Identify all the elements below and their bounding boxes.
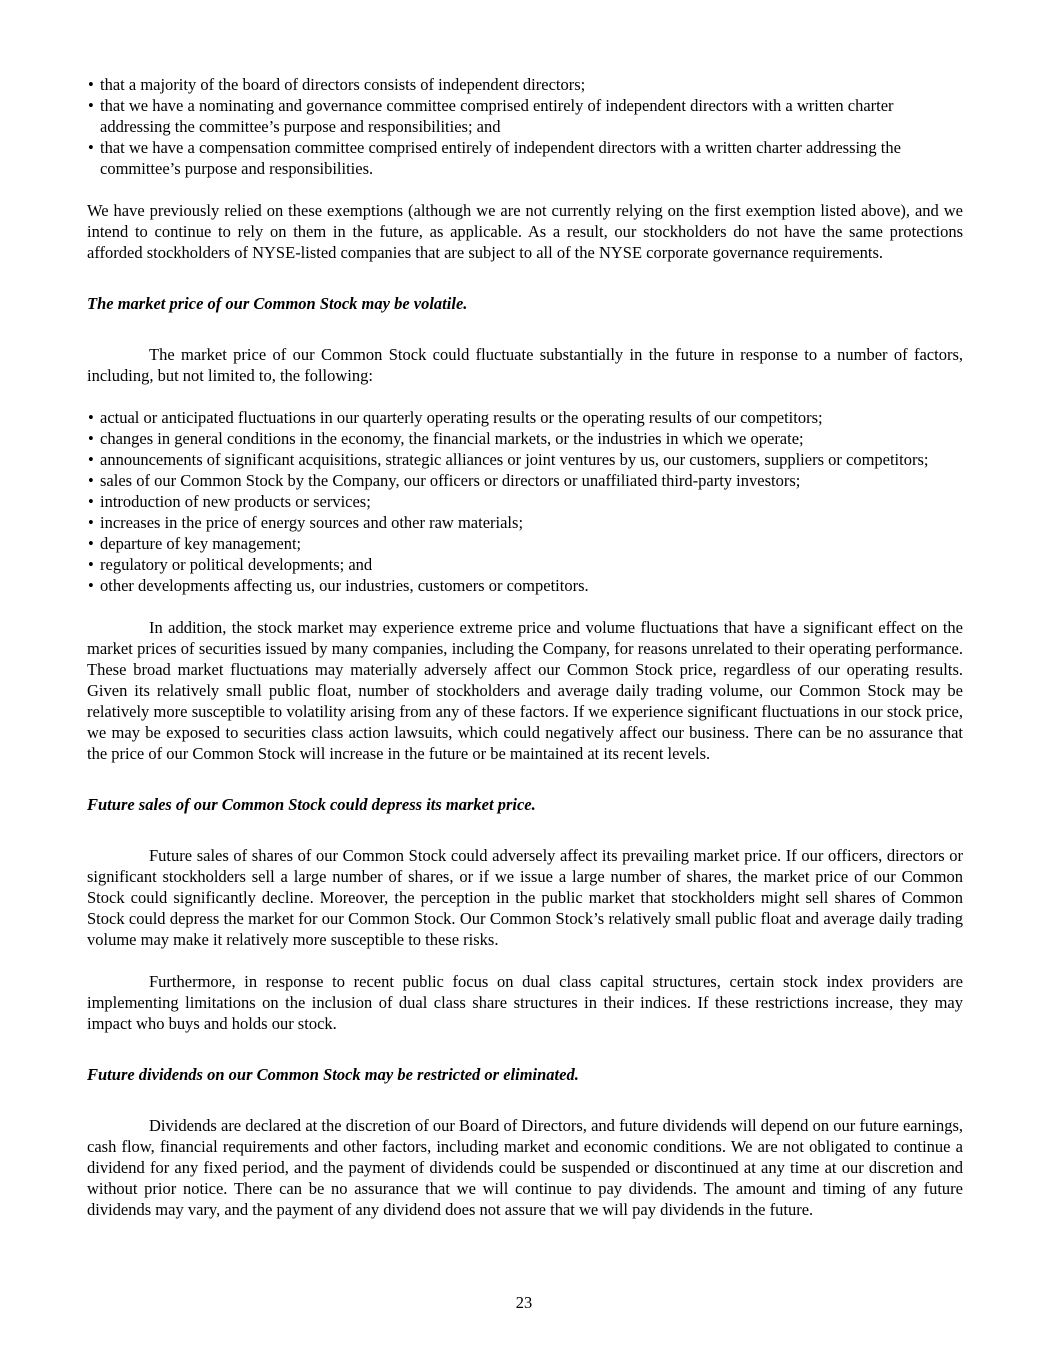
page-number: 23 [515,1293,533,1312]
paragraph: Future sales of shares of our Common Stock could adversely affect its prevailing market price. If our officers, directors or significant stockholders sell a large number of shares, or if we issue a large number of shares, the market price of our Common Stock could significantly decline. Moreover, the perception in the public market that stockholders might sell shares of Common Stock could depress the market for our Common Stock. Our Common Stock’s relatively small public float and average daily trading volume may make it relatively more susceptible to these risks. [87,846,963,949]
bullet-item: • other developments affecting us, our industries, customers or competitors. [87,575,963,596]
bullet-item: • departure of key management; [87,533,963,554]
paragraph: In addition, the stock market may experience extreme price and volume fluctuations that have a significant effect on the market prices of securities issued by many companies, including the Company, for reasons unrelated to their operating performance. These broad market fluctuations may materially adversely affect our Common Stock price, regardless of our operating results. Given its relatively small public float, number of stockholders and average daily trading volume, our Common Stock may be relatively more susceptible to volatility arising from any of these factors. If we experience significant fluctuations in our stock price, we may be exposed to securities class action lawsuits, which could negatively affect our business. There can be no assurance that the price of our Common Stock will increase in the future or be maintained at its recent levels. [87,618,963,763]
bullet-item: • sales of our Common Stock by the Company, our officers or directors or unaffiliated third-party investors; [87,470,963,491]
document-content [87,74,963,1220]
bullet-item: • increases in the price of energy sources and other raw materials; [87,512,963,533]
bullet-item: • that we have a compensation committee comprised entirely of independent directors with a written charter addressing the committee’s purpose and responsibilities. [87,137,963,179]
bullet-item: • introduction of new products or services; [87,491,963,512]
bullet-item: • actual or anticipated fluctuations in our quarterly operating results or the operating results of our competitors; [87,407,963,428]
bullet-list [87,74,963,179]
paragraph: Dividends are declared at the discretion of our Board of Directors, and future dividends will depend on our future earnings, cash flow, financial requirements and other factors, including market and economic conditions. We are not obligated to continue a dividend for any fixed period, and the payment of dividends could be suspended or discontinued at any time at our discretion and without prior notice. There can be no assurance that we will continue to pay dividends. The amount and timing of any future dividends may vary, and the payment of any dividend does not assure that we will pay dividends in the future. [87,1116,963,1219]
section-heading: Future dividends on our Common Stock may be restricted or eliminated. [87,1065,579,1084]
paragraph: The market price of our Common Stock could fluctuate substantially in the future in response to a number of factors, including, but not limited to, the following: [87,345,963,385]
bullet-item: • that a majority of the board of directors consists of independent directors; [87,74,963,95]
section-heading: Future sales of our Common Stock could depress its market price. [87,795,536,814]
bullet-list [87,407,963,596]
paragraph: Furthermore, in response to recent public focus on dual class capital structures, certain stock index providers are implementing limitations on the inclusion of dual class share structures in their indices. If these restrictions increase, they may impact who buys and holds our stock. [87,972,963,1033]
section-heading: The market price of our Common Stock may be volatile. [87,294,468,313]
bullet-item: • announcements of significant acquisitions, strategic alliances or joint ventures by us, our customers, suppliers or competitors; [87,449,963,470]
bullet-item: • regulatory or political developments; and [87,554,963,575]
bullet-item: • changes in general conditions in the economy, the financial markets, or the industries in which we operate; [87,428,963,449]
bullet-item: • that we have a nominating and governance committee comprised entirely of independent directors with a written charter addressing the committee’s purpose and responsibilities; and [87,95,963,137]
paragraph: We have previously relied on these exemptions (although we are not currently relying on the first exemption listed above), and we intend to continue to rely on them in the future, as applicable. As a result, our stockholders do not have the same protections afforded stockholders of NYSE-listed companies that are subject to all of the NYSE corporate governance requirements. [87,201,963,262]
